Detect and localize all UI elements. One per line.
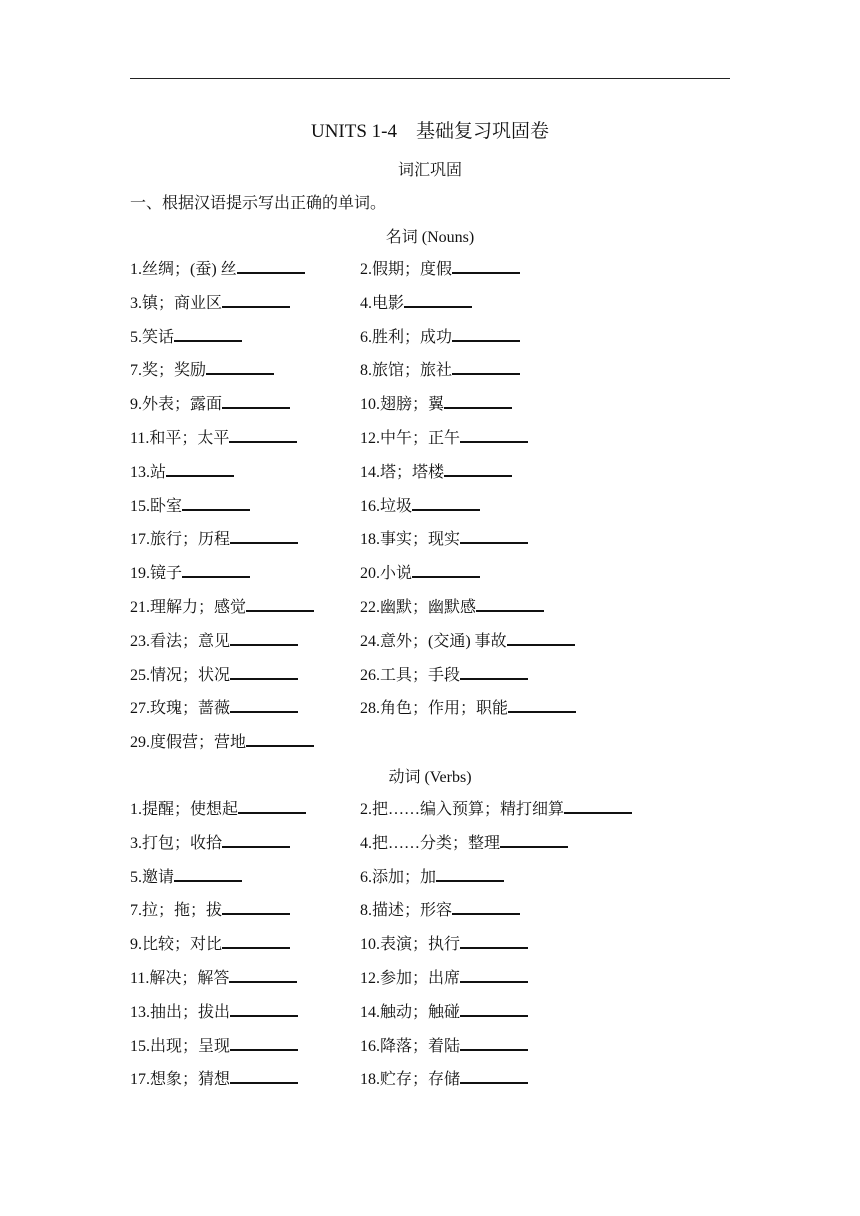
vocab-prompt: 10.翅膀；翼 bbox=[360, 396, 445, 414]
verbs-list bbox=[130, 797, 730, 1101]
vocab-prompt: 4.把……分类；整理 bbox=[360, 834, 501, 852]
answer-blank[interactable] bbox=[476, 595, 544, 612]
vocab-item bbox=[130, 1000, 360, 1034]
vocab-item bbox=[130, 460, 360, 494]
vocab-prompt: 2.把……编入预算；精打细算 bbox=[360, 801, 565, 818]
vocab-item bbox=[360, 1000, 730, 1034]
answer-blank[interactable] bbox=[452, 358, 520, 375]
vocab-item bbox=[360, 291, 730, 325]
vocab-item bbox=[360, 595, 730, 629]
vocab-prompt: 11.解决；解答 bbox=[130, 969, 230, 987]
answer-blank[interactable] bbox=[460, 663, 528, 680]
document-title: UNITS 1-4 基础复习巩固卷 bbox=[310, 121, 550, 142]
answer-blank[interactable] bbox=[460, 1067, 528, 1084]
answer-blank[interactable] bbox=[230, 663, 298, 680]
vocab-item bbox=[360, 392, 730, 426]
vocab-item bbox=[360, 460, 730, 494]
vocab-prompt: 16.垃圾 bbox=[360, 497, 413, 515]
answer-blank[interactable] bbox=[230, 629, 298, 646]
vocab-prompt: 18.事实；现实 bbox=[360, 531, 461, 549]
answer-blank[interactable] bbox=[222, 898, 290, 915]
answer-blank[interactable] bbox=[237, 257, 305, 274]
answer-blank[interactable] bbox=[500, 831, 568, 848]
vocab-item bbox=[130, 1034, 360, 1068]
answer-blank[interactable] bbox=[246, 730, 314, 747]
answer-blank[interactable] bbox=[174, 325, 242, 342]
vocab-item bbox=[360, 358, 730, 392]
answer-blank[interactable] bbox=[166, 460, 234, 477]
vocab-prompt: 6.胜利；成功 bbox=[360, 328, 453, 346]
vocab-item bbox=[130, 831, 360, 865]
vocab-item bbox=[130, 730, 360, 764]
vocab-item bbox=[360, 629, 730, 663]
vocab-item bbox=[360, 966, 730, 1000]
vocab-item bbox=[360, 865, 730, 899]
vocab-item bbox=[130, 426, 360, 460]
vocab-prompt: 8.描述；形容 bbox=[360, 902, 453, 920]
nouns-heading: 名词 (Nouns) bbox=[385, 229, 475, 246]
vocab-item bbox=[360, 797, 730, 831]
vocab-prompt: 5.笑话 bbox=[130, 328, 175, 346]
vocab-prompt: 13.站 bbox=[130, 463, 167, 481]
vocab-prompt: 15.卧室 bbox=[130, 497, 183, 515]
answer-blank[interactable] bbox=[174, 865, 242, 882]
vocab-prompt: 18.贮存；存储 bbox=[360, 1071, 461, 1089]
answer-blank[interactable] bbox=[230, 696, 298, 713]
vocab-prompt: 7.拉；拖；拔 bbox=[130, 902, 223, 920]
vocab-prompt: 6.添加；加 bbox=[360, 868, 437, 886]
vocab-prompt: 2.假期；度假 bbox=[360, 261, 453, 278]
vocab-item bbox=[130, 527, 360, 561]
answer-blank[interactable] bbox=[238, 797, 306, 814]
vocab-prompt: 1.提醒；使想起 bbox=[130, 801, 239, 818]
vocab-item bbox=[360, 831, 730, 865]
vocab-item bbox=[130, 494, 360, 528]
vocab-item bbox=[360, 1067, 730, 1101]
answer-blank[interactable] bbox=[222, 291, 290, 308]
vocab-prompt: 22.幽默；幽默感 bbox=[360, 598, 477, 616]
vocab-prompt: 25.情况；状况 bbox=[130, 666, 231, 684]
vocab-item bbox=[130, 629, 360, 663]
answer-blank[interactable] bbox=[460, 932, 528, 949]
answer-blank[interactable] bbox=[230, 1034, 298, 1051]
vocab-prompt: 19.镜子 bbox=[130, 565, 183, 583]
vocab-item bbox=[130, 1067, 360, 1101]
answer-blank[interactable] bbox=[230, 527, 298, 544]
answer-blank[interactable] bbox=[230, 1000, 298, 1017]
answer-blank[interactable] bbox=[222, 932, 290, 949]
answer-blank[interactable] bbox=[229, 426, 297, 443]
answer-blank[interactable] bbox=[412, 494, 480, 511]
instruction-text: 一、根据汉语提示写出正确的单词。 bbox=[130, 195, 387, 212]
answer-blank[interactable] bbox=[460, 1000, 528, 1017]
answer-blank[interactable] bbox=[229, 966, 297, 983]
vocab-prompt: 26.工具；手段 bbox=[360, 666, 461, 684]
vocab-prompt: 5.邀请 bbox=[130, 868, 175, 886]
vocab-item bbox=[360, 257, 730, 291]
vocab-prompt: 17.旅行；历程 bbox=[130, 531, 231, 549]
answer-blank[interactable] bbox=[206, 358, 274, 375]
answer-blank[interactable] bbox=[452, 898, 520, 915]
answer-blank[interactable] bbox=[452, 257, 520, 274]
answer-blank[interactable] bbox=[412, 561, 480, 578]
vocab-prompt: 28.角色；作用；职能 bbox=[360, 700, 509, 718]
vocab-item bbox=[130, 325, 360, 359]
answer-blank[interactable] bbox=[508, 696, 576, 713]
vocab-item bbox=[130, 291, 360, 325]
vocab-item bbox=[130, 595, 360, 629]
vocab-prompt: 24.意外；(交通) 事故 bbox=[360, 632, 507, 650]
answer-blank[interactable] bbox=[182, 561, 250, 578]
vocab-item bbox=[130, 663, 360, 697]
vocab-prompt: 12.参加；出席 bbox=[360, 969, 461, 987]
nouns-list bbox=[130, 257, 730, 764]
vocab-item bbox=[130, 966, 360, 1000]
vocab-prompt: 10.表演；执行 bbox=[360, 936, 461, 954]
answer-blank[interactable] bbox=[564, 797, 632, 814]
answer-blank[interactable] bbox=[444, 460, 512, 477]
vocab-item bbox=[360, 898, 730, 932]
answer-blank[interactable] bbox=[246, 595, 314, 612]
vocab-prompt: 21.理解力；感觉 bbox=[130, 598, 247, 616]
vocab-prompt: 1.丝绸；(蚕) 丝 bbox=[130, 261, 237, 278]
vocab-prompt: 15.出现；呈现 bbox=[130, 1037, 231, 1055]
vocab-item bbox=[130, 358, 360, 392]
header-rule bbox=[130, 78, 730, 79]
vocab-prompt: 3.镇；商业区 bbox=[130, 294, 223, 312]
vocab-item bbox=[130, 932, 360, 966]
vocab-item bbox=[360, 527, 730, 561]
answer-blank[interactable] bbox=[404, 291, 472, 308]
vocab-prompt: 23.看法；意见 bbox=[130, 632, 231, 650]
vocab-prompt: 4.电影 bbox=[360, 294, 405, 312]
answer-blank[interactable] bbox=[460, 1034, 528, 1051]
vocab-item bbox=[130, 898, 360, 932]
vocab-item bbox=[130, 865, 360, 899]
vocab-prompt: 14.塔；塔楼 bbox=[360, 463, 445, 481]
vocab-prompt: 14.触动；触碰 bbox=[360, 1003, 461, 1021]
answer-blank[interactable] bbox=[182, 494, 250, 511]
answer-blank[interactable] bbox=[460, 426, 528, 443]
vocab-item bbox=[130, 257, 360, 291]
vocab-item bbox=[360, 663, 730, 697]
vocab-item bbox=[130, 392, 360, 426]
vocab-item bbox=[360, 696, 730, 730]
vocab-item bbox=[130, 561, 360, 595]
vocab-prompt: 12.中午；正午 bbox=[360, 429, 461, 447]
verbs-heading: 动词 (Verbs) bbox=[388, 769, 472, 786]
answer-blank[interactable] bbox=[230, 1067, 298, 1084]
vocab-prompt: 17.想象；猜想 bbox=[130, 1071, 231, 1089]
section-title: 词汇巩固 bbox=[397, 162, 462, 179]
vocab-prompt: 29.度假营；营地 bbox=[130, 734, 247, 752]
vocab-prompt: 13.抽出；拔出 bbox=[130, 1003, 231, 1021]
answer-blank[interactable] bbox=[452, 325, 520, 342]
answer-blank[interactable] bbox=[444, 392, 512, 409]
vocab-prompt: 7.奖；奖励 bbox=[130, 362, 207, 380]
answer-blank[interactable] bbox=[460, 966, 528, 983]
vocab-item bbox=[360, 494, 730, 528]
vocab-item bbox=[360, 426, 730, 460]
vocab-prompt: 9.比较；对比 bbox=[130, 936, 223, 954]
vocab-prompt: 27.玫瑰；蔷薇 bbox=[130, 700, 231, 718]
answer-blank[interactable] bbox=[507, 629, 575, 646]
answer-blank[interactable] bbox=[436, 865, 504, 882]
vocab-item bbox=[360, 325, 730, 359]
answer-blank[interactable] bbox=[460, 527, 528, 544]
answer-blank[interactable] bbox=[222, 392, 290, 409]
vocab-item bbox=[130, 797, 360, 831]
vocab-prompt: 3.打包；收拾 bbox=[130, 834, 223, 852]
vocab-prompt: 16.降落；着陆 bbox=[360, 1037, 461, 1055]
vocab-prompt: 8.旅馆；旅社 bbox=[360, 362, 453, 380]
vocab-prompt: 20.小说 bbox=[360, 565, 413, 583]
vocab-item bbox=[360, 1034, 730, 1068]
vocab-item bbox=[130, 696, 360, 730]
vocab-item bbox=[360, 561, 730, 595]
vocab-prompt: 9.外表；露面 bbox=[130, 396, 223, 414]
vocab-item bbox=[360, 932, 730, 966]
answer-blank[interactable] bbox=[222, 831, 290, 848]
vocab-prompt: 11.和平；太平 bbox=[130, 429, 230, 447]
